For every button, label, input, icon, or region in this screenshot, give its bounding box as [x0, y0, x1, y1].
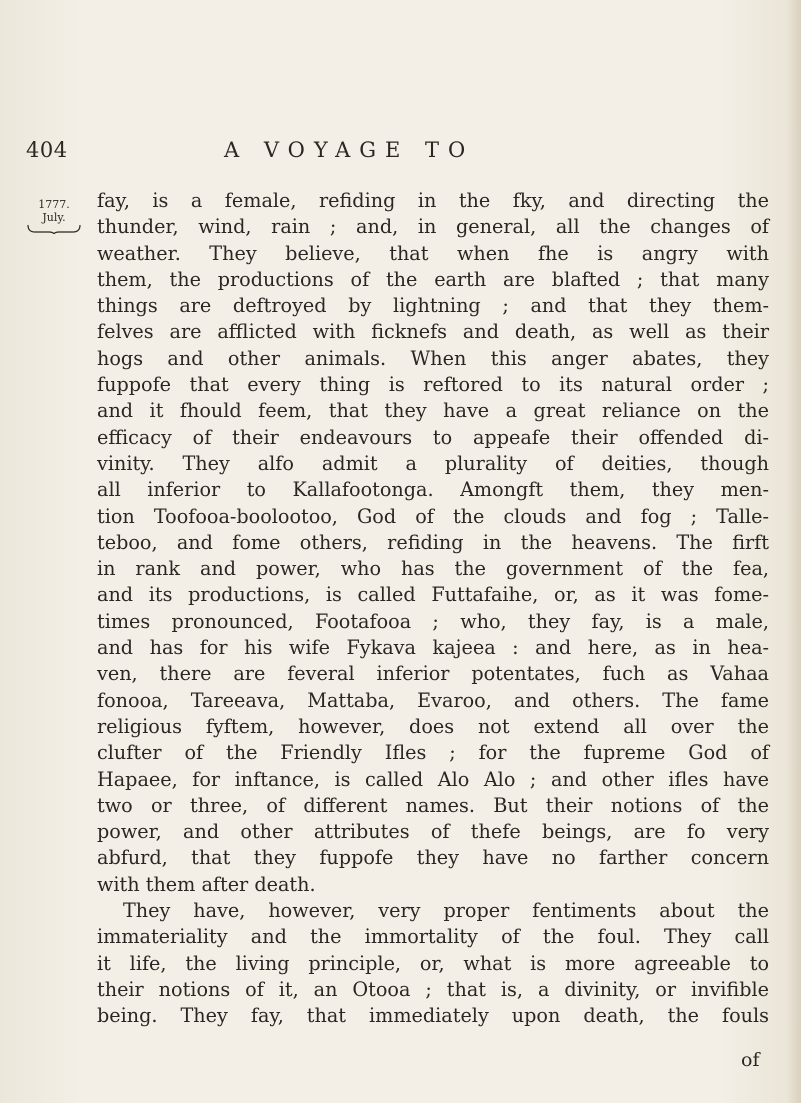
text-line: things are deftroyed by lightning ; and that they them- — [97, 294, 769, 318]
text-line: clufter of the Friendly Ifles ; for the fupreme God of — [97, 741, 769, 765]
text-line: religious fyftem, however, does not extend all over the — [97, 714, 769, 738]
text-line: ven, there are feveral inferior potentates, fuch as Vahaa — [97, 662, 769, 686]
text-line: two or three, of different names. But their notions of the — [97, 793, 769, 817]
page-number: 404 — [26, 138, 68, 162]
text-line: immateriality and the immortality of the foul. They call — [97, 925, 769, 949]
text-line: and its productions, is called Futtafaihe, or, as it was fome- — [97, 583, 769, 607]
margin-year: 1777. — [38, 198, 70, 211]
text-line: abfurd, that they fuppofe they have no farther concern — [97, 846, 769, 870]
text-line: felves are afflicted with ficknefs and death, as well as their — [97, 320, 769, 344]
text-line: Hapaee, for inftance, is called Alo Alo ; and other ifles have — [97, 767, 769, 791]
text-line: them, the productions of the earth are blafted ; that many — [97, 267, 769, 291]
text-line: in rank and power, who has the government of the fea, — [97, 557, 769, 581]
text-line: all inferior to Kallafootonga. Amongft them, they men- — [97, 478, 769, 502]
catchword: of — [741, 1049, 760, 1071]
text-line: their notions of it, an Otooa ; that is, a divinity, or invifible — [97, 977, 769, 1001]
text-line: with them after death. — [97, 872, 316, 896]
page-edge-shadow — [787, 0, 801, 1103]
margin-brace-icon — [27, 224, 81, 234]
text-line: fonooa, Tareeava, Mattaba, Evaroo, and others. The fame — [97, 688, 769, 712]
text-line: vinity. They alfo admit a plurality of deities, though — [97, 451, 769, 475]
text-line: hogs and other animals. When this anger abates, they — [97, 346, 769, 370]
text-line: teboo, and fome others, refiding in the heavens. The firft — [97, 530, 769, 554]
body-text — [97, 188, 769, 1030]
text-line: and it fhould feem, that they have a great reliance on the — [97, 399, 769, 423]
text-line: and has for his wife Fykava kajeea : and here, as in hea- — [97, 636, 769, 660]
text-line: power, and other attributes of thefe beings, are fo very — [97, 820, 769, 844]
running-head: A VOYAGE TO — [224, 138, 475, 162]
text-line: fay, is a female, refiding in the fky, and directing the — [97, 189, 769, 212]
text-line: They have, however, very proper fentiments about the — [123, 899, 769, 923]
text-line: times pronounced, Footafooa ; who, they fay, is a male, — [97, 609, 769, 633]
text-line: weather. They believe, that when fhe is angry with — [97, 241, 769, 265]
text-line: tion Toofooa-boolootoo, God of the clouds and fog ; Talle- — [97, 504, 769, 528]
text-line: fuppofe that every thing is reftored to its natural order ; — [97, 373, 769, 397]
text-line: thunder, wind, rain ; and, in general, all the changes of — [97, 215, 769, 239]
text-line: efficacy of their endeavours to appeafe their offended di- — [97, 425, 769, 449]
margin-month: July. — [42, 211, 66, 224]
text-line: being. They fay, that immediately upon death, the fouls — [97, 1004, 769, 1028]
margin-date-note — [28, 198, 80, 224]
text-line: it life, the living principle, or, what is more agreeable to — [97, 951, 769, 975]
